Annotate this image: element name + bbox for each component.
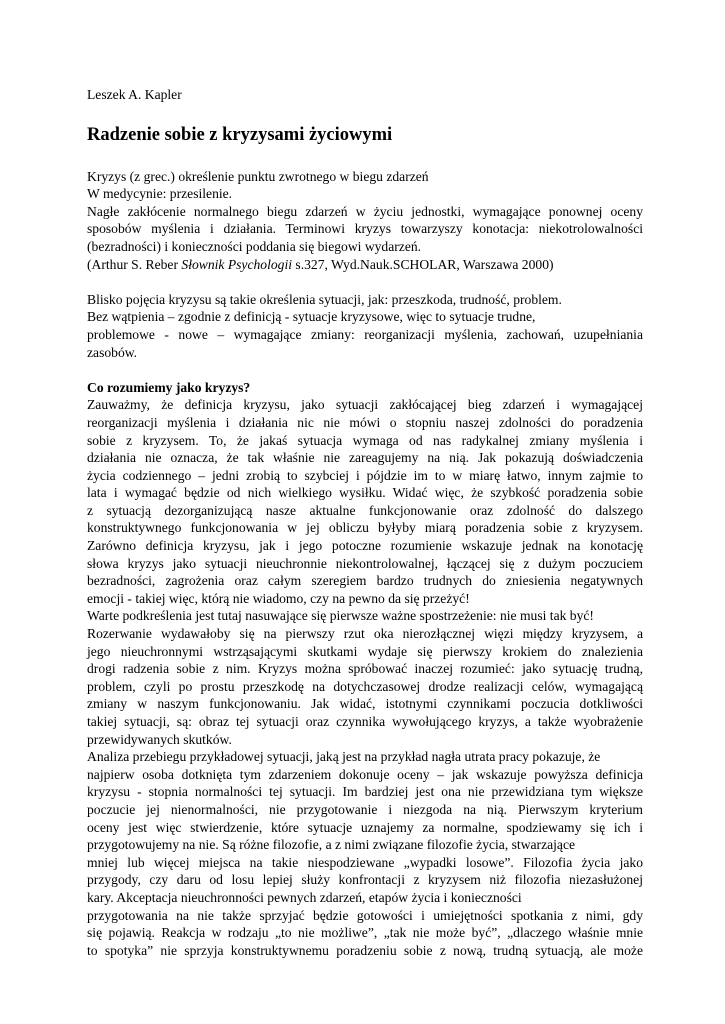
section-crisis <box>87 379 643 960</box>
text-line: Zarówno definicja kryzysu, jak i jego potoczne rozumienie wskazuje jednak na konotację <box>87 538 643 554</box>
section-heading: Co rozumiemy jako kryzys? <box>87 379 251 395</box>
text-line: się pojawią. Reakcja w rodzaju „to nie możliwe”, „tak nie może być”, „dlaczego właśnie mnie <box>87 925 643 941</box>
citation: (Arthur S. Reber Słownik Psychologii s.327, Wyd.Nauk.SCHOLAR, Warszawa 2000) <box>87 256 554 272</box>
text-line: Analiza przebiegu przykładowej sytuacji, jaką jest na przykład nagła utrata pracy pokazuje, że <box>87 749 601 765</box>
text-line: oceny jest więc stwierdzenie, które sytuacje uznajemy za normalne, spodziewamy się ich i <box>87 819 643 835</box>
text-line: konstruktywnego funkcjonowania w jej obliczu byłyby miarą poradzenia sobie z kryzysem. <box>87 520 643 536</box>
text-line: lata i wymagać będzie od nich wielkiego wysiłku. Widać więc, że szybkość poradzenia sobie <box>87 485 643 501</box>
text-line: przygotowania na nie także sprzyjać będzie gotowości i umiejętności spotkania z nimi, gdy <box>87 907 643 923</box>
text-line: działania nie oznacza, że tak właśnie nie zareagujemy na nią. Jak pokazują doświadczenia <box>87 450 643 466</box>
text-line: Zauważmy, że definicja kryzysu, jako sytuacji zakłócającej bieg zdarzeń i wymagającej <box>87 397 643 413</box>
text-line: z sytuacją dezorganizującą nasze aktualne funkcjonowanie oraz zdolność do dalszego <box>87 502 643 518</box>
text-line: reorganizacji myślenia i działania nic nie mówi o stopniu naszej zdolności do poradzenia <box>87 414 643 430</box>
text-line: przewidywanych skutków. <box>87 731 232 747</box>
definition-paragraph <box>87 168 643 274</box>
text-line: Blisko pojęcia kryzysu są takie określenia sytuacji, jak: przeszkoda, trudność, problem. <box>87 291 562 307</box>
text-line: zmiany w naszym funkcjonowaniu. Jak widać, istotnymi czynnikami poczucia dotkliwości <box>87 696 643 712</box>
text-line: poczucie jej nienormalności, nie przygotowanie i niezgoda na nią. Pierwszym kryterium <box>87 801 643 817</box>
text-line: drogi radzenia sobie z nim. Kryzys można spróbować inaczej rozumieć: jako sytuację trudną, <box>87 661 643 677</box>
text-line: mniej lub więcej miejsca na takie niespodziewane „wypadki losowe”. Filozofia życia jako <box>87 854 643 870</box>
text-line: jego nieuchronnymi wstrząsającymi skutkami wydaje się pierwszy krokiem do znalezienia <box>87 643 643 659</box>
text-line: W medycynie: przesilenie. <box>87 186 233 202</box>
text-line: słowa kryzys jako sytuacji nieuchronnie niekontrolowalnej, łączącej się z dużym poczuciem <box>87 555 643 571</box>
text-line: kary. Akceptacja nieuchronności pewnych zdarzeń, etapów życia i konieczności <box>87 889 522 905</box>
text-line: Kryzys (z grec.) określenie punktu zwrotnego w biegu zdarzeń <box>87 168 429 184</box>
intro-paragraph <box>87 291 643 361</box>
text-line: sposobów myślenia i działania. Terminowi kryzys towarzyszy konotacja: niekotrolowalności <box>87 221 643 237</box>
text-line: zasobów. <box>87 344 138 360</box>
text-line: najpierw osoba dotknięta tym zdarzeniem dokonuje oceny – jak wskazuje powyższa definicja <box>87 766 643 782</box>
text-line: przygotowujemy na nie. Są różne filozofie, a z nimi związane filozofie życia, stwarzające <box>87 837 576 853</box>
text-line: życia codziennego – jedni zrobią to szybciej i pójdzie im to w miarę łatwo, innym zajmie to <box>87 467 643 483</box>
text-line: bezradności, zagrożenia oraz całym szeregiem bardzo trudnych do zniesienia negatywnych <box>87 573 643 589</box>
text-line: Nagłe zakłócenie normalnego biegu zdarzeń w życiu jednostki, wymagające ponownej oceny <box>87 203 643 219</box>
section-body <box>87 396 643 959</box>
text-line: emocji - takiej więc, którą nie wiadomo, czy na pewno da się przeżyć! <box>87 590 470 606</box>
text-line: to spotyka” nie sprzyja konstruktywnemu poradzeniu sobie z nową, trudną sytuacją, ale może <box>87 942 643 958</box>
text-line: Warte podkreślenia jest tutaj nasuwające się pierwsze ważne spostrzeżenie: nie musi tak być! <box>87 608 594 624</box>
text-line: przygody, czy daru od losu lepiej służy konfrontacji z kryzysem niż filozofia niezasłużonej <box>87 872 643 888</box>
text-line: Bez wątpienia – zgodnie z definicją - sytuacje kryzysowe, więc to sytuacje trudne, <box>87 309 536 325</box>
text-line: sobie z kryzysem. To, że jakaś sytuacja wymaga od nas radykalnej zmiany myślenia i <box>87 432 643 448</box>
citation-book-title: Słownik Psychologii <box>181 256 293 272</box>
text-line: Rozerwanie wydawałoby się na pierwszy rzut oka nierozłącznej więzi między kryzysem, a <box>87 626 643 642</box>
text-line: problemowe - nowe – wymagające zmiany: reorganizacji myślenia, zachowań, uzupełniania <box>87 326 643 342</box>
text-line: takiej sytuacji, są: obraz tej sytuacji oraz czynnika wywołującego kryzys, a także wyobrażenie <box>87 714 643 729</box>
document-title: Radzenie sobie z kryzysami życiowymi <box>87 124 393 145</box>
text-line: kryzysu - stopnia normalności tej sytuacji. Im bardziej jest ona nie przewidziana tym większe <box>87 784 643 800</box>
text-line: (bezradności) i konieczności poddania się biegowi wydarzeń. <box>87 238 422 254</box>
text-line: problem, czyli po prostu przeszkodę na dotychczasowej drodze realizacji celów, wymagającą <box>87 678 643 694</box>
author-name: Leszek A. Kapler <box>87 87 182 102</box>
document-page <box>87 86 643 959</box>
